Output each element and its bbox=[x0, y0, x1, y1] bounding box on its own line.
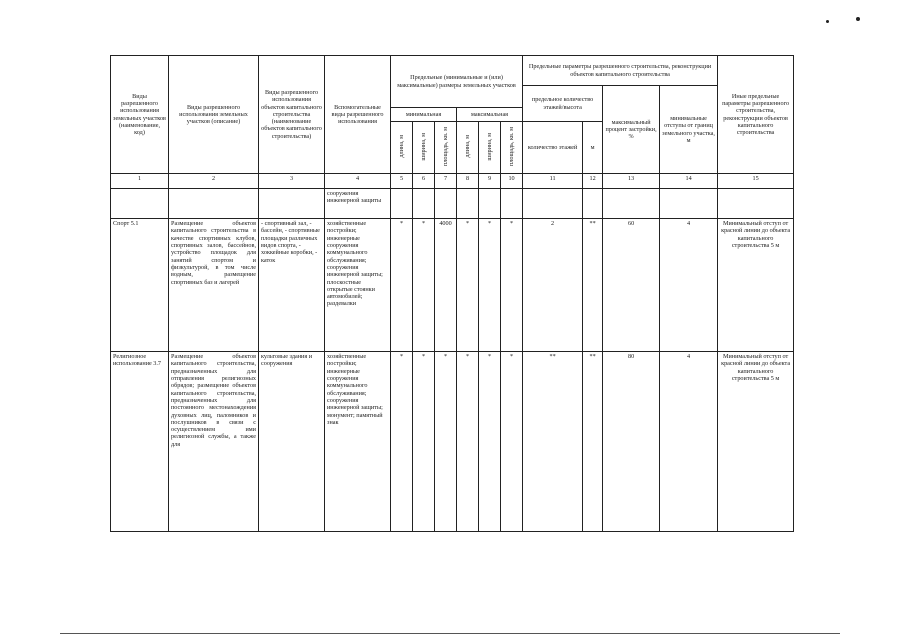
column-number: 13 bbox=[603, 174, 660, 189]
header-construction-params: Предельные параметры разрешенного строительства, реконструкции объектов капитального строительства bbox=[523, 56, 718, 86]
column-number: 7 bbox=[435, 174, 457, 189]
header-max-width: ширина, м bbox=[485, 132, 493, 161]
cell-min-length bbox=[391, 189, 413, 219]
cell-height: ** bbox=[583, 352, 603, 532]
cell-max-length bbox=[457, 189, 479, 219]
cell-setback bbox=[660, 189, 718, 219]
header-max: максимальная bbox=[457, 108, 523, 122]
header-floors-height: предельное количество этажей/высота bbox=[523, 86, 603, 122]
header-auxiliary-uses: Вспомогательные виды разрешенного использования bbox=[325, 56, 391, 174]
cell-coverage bbox=[603, 189, 660, 219]
header-land-use-description: Виды разрешенного использования земельных участков (описание) bbox=[169, 56, 259, 174]
row-description bbox=[169, 189, 259, 219]
row-auxiliary: хозяйственные постройки; инженерные сооружения коммунального обслуживания; сооружения инженерной защиты; плоскостные открытые стоянки автомобилей; раздевалки bbox=[325, 219, 391, 352]
row-auxiliary: сооружения инженерной защиты bbox=[325, 189, 391, 219]
row-name bbox=[111, 189, 169, 219]
cell-max-area: * bbox=[501, 219, 523, 352]
cell-coverage: 60 bbox=[603, 219, 660, 352]
table-row bbox=[111, 352, 794, 532]
cell-max-width: * bbox=[479, 352, 501, 532]
column-number: 4 bbox=[325, 174, 391, 189]
cell-height: ** bbox=[583, 219, 603, 352]
scan-speck bbox=[856, 17, 860, 21]
column-number: 11 bbox=[523, 174, 583, 189]
column-numbers-row bbox=[111, 174, 794, 189]
column-number: 8 bbox=[457, 174, 479, 189]
column-number: 9 bbox=[479, 174, 501, 189]
header-other-params: Иные предельные параметры разрешенного строительства, реконструкции объектов капитального строительства bbox=[718, 56, 794, 174]
scan-speck bbox=[826, 20, 829, 23]
cell-min-width: * bbox=[413, 219, 435, 352]
cell-floor-count bbox=[523, 189, 583, 219]
cell-max-length: * bbox=[457, 352, 479, 532]
cell-min-width bbox=[413, 189, 435, 219]
cell-min-area bbox=[435, 189, 457, 219]
column-number: 15 bbox=[718, 174, 794, 189]
cell-min-area: * bbox=[435, 352, 457, 532]
cell-floor-count: ** bbox=[523, 352, 583, 532]
table-row bbox=[111, 219, 794, 352]
cell-min-width: * bbox=[413, 352, 435, 532]
row-description: Размещение объектов капитального строительства, предназначенных для отправления религиозных обрядов; размещение объектов капитального строительства, предназначенных для постоянного местонахождения духовных лиц, паломников и послушников в связи с осуществлением ими религиозной службы, а также для bbox=[169, 352, 259, 532]
row-objects bbox=[259, 189, 325, 219]
cell-min-area: 4000 bbox=[435, 219, 457, 352]
row-description: Размещение объектов капитального строительства в качестве спортивных клубов, спортивных залов, бассейнов, устройство площадок для занятий спортом и физкультурой, в том числе водным, размещение спортивных баз и лагерей bbox=[169, 219, 259, 352]
cell-coverage: 80 bbox=[603, 352, 660, 532]
header-plot-sizes: Предельные (минимальные и (или) максимальные) размеры земельных участков bbox=[391, 56, 523, 108]
cell-min-length: * bbox=[391, 219, 413, 352]
header-min-width: ширина, м bbox=[419, 132, 427, 161]
row-other-params: Минимальный отступ от красной линии до объекта капитального строительства 5 м bbox=[718, 352, 794, 532]
row-auxiliary: хозяйственные постройки; инженерные сооружения коммунального обслуживания; сооружения инженерной защиты; монумент; памятный знак bbox=[325, 352, 391, 532]
header-max-length: длина, м bbox=[463, 135, 471, 158]
cell-max-width: * bbox=[479, 219, 501, 352]
scan-bottom-edge bbox=[60, 633, 840, 634]
column-number: 5 bbox=[391, 174, 413, 189]
column-number: 14 bbox=[660, 174, 718, 189]
cell-setback: 4 bbox=[660, 352, 718, 532]
row-objects: культовые здания и сооружения bbox=[259, 352, 325, 532]
cell-max-length: * bbox=[457, 219, 479, 352]
header-capital-objects: Виды разрешенного использования объектов капитального строительства (наименование объектов капитального строительства) bbox=[259, 56, 325, 174]
column-number: 3 bbox=[259, 174, 325, 189]
cell-max-area bbox=[501, 189, 523, 219]
header-min-area: площадь, кв. м bbox=[441, 126, 449, 166]
table-row bbox=[111, 189, 794, 219]
header-min-setback: минимальные отступы от границ земельного участка, м bbox=[660, 86, 718, 174]
cell-setback: 4 bbox=[660, 219, 718, 352]
row-name: Религиозное использование 3.7 bbox=[111, 352, 169, 532]
header-min-length: длина, м bbox=[397, 135, 405, 158]
cell-max-width bbox=[479, 189, 501, 219]
row-objects: - спортивный зал, - бассейн, - спортивные площадки различных видов спорта, - хоккейные коробки, - каток bbox=[259, 219, 325, 352]
column-number: 6 bbox=[413, 174, 435, 189]
header-max-coverage: максимальный процент застройки, % bbox=[603, 86, 660, 174]
row-name: Спорт 5.1 bbox=[111, 219, 169, 352]
cell-floor-count: 2 bbox=[523, 219, 583, 352]
header-floor-count: количество этажей bbox=[523, 122, 583, 174]
header-height-meters: м bbox=[583, 122, 603, 174]
row-other-params: Минимальный отступ от красной линии до объекта капитального строительства 5 м bbox=[718, 219, 794, 352]
cell-max-area: * bbox=[501, 352, 523, 532]
column-number: 10 bbox=[501, 174, 523, 189]
column-number: 1 bbox=[111, 174, 169, 189]
column-number: 12 bbox=[583, 174, 603, 189]
column-number: 2 bbox=[169, 174, 259, 189]
cell-height bbox=[583, 189, 603, 219]
header-min: минимальная bbox=[391, 108, 457, 122]
regulations-table bbox=[110, 55, 794, 532]
header-max-area: площадь, кв. м bbox=[507, 126, 515, 166]
cell-min-length: * bbox=[391, 352, 413, 532]
row-other-params bbox=[718, 189, 794, 219]
header-land-use-name: Виды разрешенного использования земельных участков (наименование, код) bbox=[111, 56, 169, 174]
